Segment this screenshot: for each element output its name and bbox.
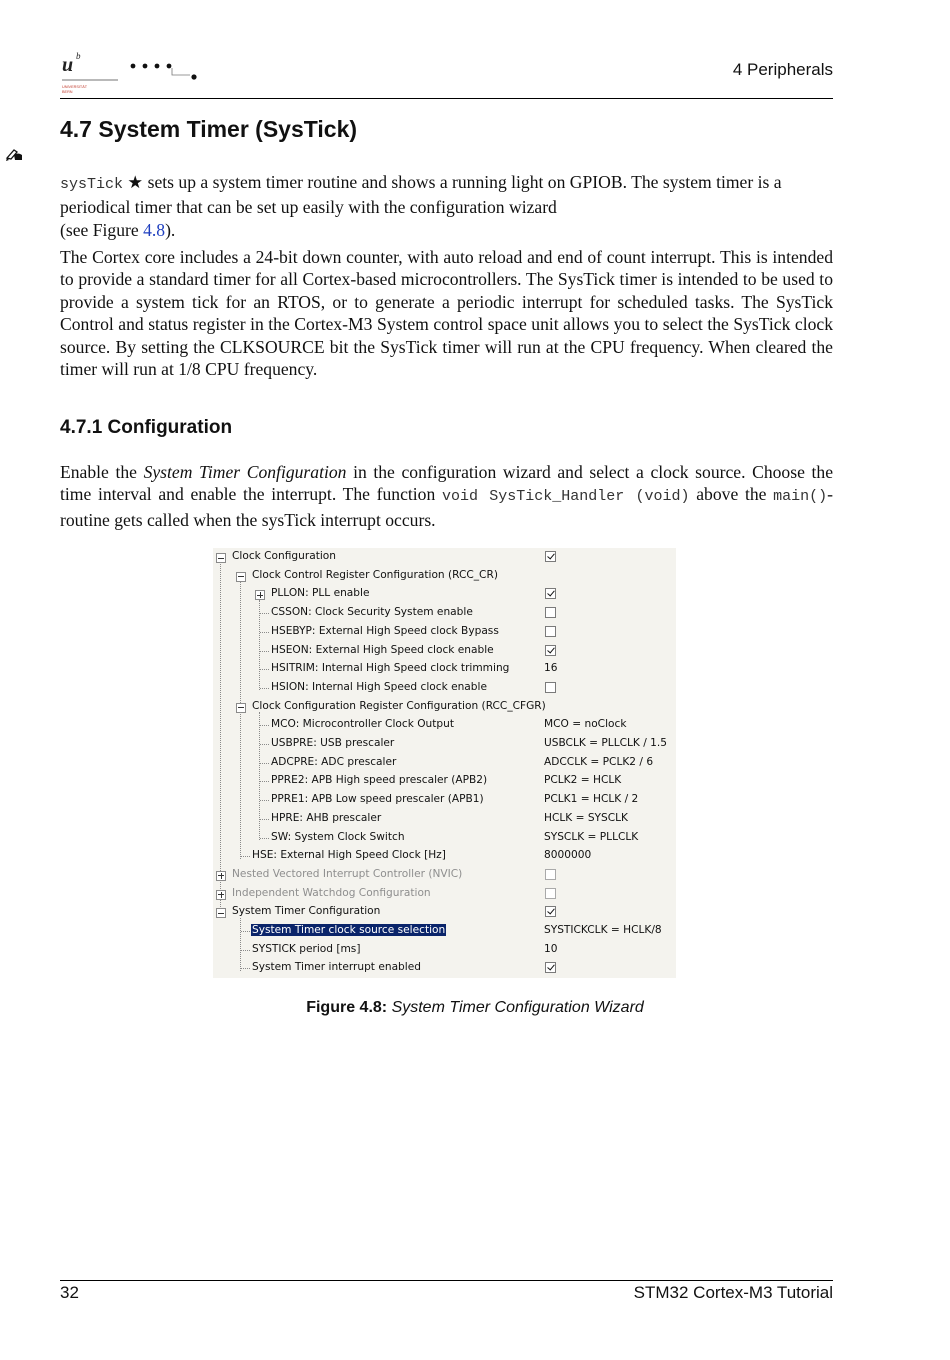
tree-row-hseon[interactable] bbox=[213, 642, 676, 661]
tree-label: System Timer interrupt enabled bbox=[252, 961, 421, 974]
caption-label: Figure 4.8: bbox=[306, 999, 388, 1016]
caption-text: System Timer Configuration Wizard bbox=[391, 999, 644, 1016]
config-text-2: in the configuration wizard and select a clock source. Choose the time interval and enable the interrupt. The function bbox=[60, 462, 833, 505]
tree-value[interactable]: PCLK2 = HCLK bbox=[544, 774, 622, 787]
section-title: 4.7 System Timer (SysTick) bbox=[60, 116, 358, 142]
configuration-wizard-panel bbox=[213, 548, 676, 978]
selected-tree-label: System Timer clock source selection bbox=[252, 924, 446, 936]
star-icon: ★ bbox=[127, 172, 144, 192]
tree-value[interactable]: USBCLK = PLLCLK / 1.5 bbox=[544, 737, 668, 749]
tree-row-clock-configuration[interactable] bbox=[213, 548, 676, 567]
tree-label: Clock Control Register Configuration (RCC_CR) bbox=[252, 568, 498, 581]
tree-label: SYSTICK period [ms] bbox=[252, 942, 361, 955]
tree-row-mco[interactable] bbox=[213, 716, 676, 735]
tree-row-watchdog[interactable] bbox=[213, 885, 676, 904]
intro-end-text: ). bbox=[165, 219, 176, 240]
tree-label: USBPRE: USB prescaler bbox=[271, 737, 395, 749]
tree-value[interactable]: SYSCLK = PLLCLK bbox=[544, 830, 639, 843]
expand-icon[interactable] bbox=[255, 590, 265, 600]
main-code: main() bbox=[773, 488, 828, 506]
tree-label: MCO: Microcontroller Clock Output bbox=[271, 718, 454, 731]
tree-value[interactable]: PCLK1 = HCLK / 2 bbox=[544, 793, 639, 806]
tree-label: HSITRIM: Internal High Speed clock trimming bbox=[271, 662, 510, 675]
tree-label: HSEBYP: External High Speed clock Bypass bbox=[271, 624, 499, 637]
document-title: STM32 Cortex-M3 Tutorial bbox=[633, 1283, 833, 1302]
figure-caption bbox=[0, 999, 950, 1017]
checkbox-unchecked[interactable] bbox=[545, 626, 556, 637]
checkbox-checked[interactable] bbox=[545, 588, 556, 599]
tree-row-ppre2[interactable] bbox=[213, 772, 676, 791]
tree-value[interactable]: 16 bbox=[544, 662, 558, 675]
tree-label: ADCPRE: ADC prescaler bbox=[271, 755, 397, 768]
expand-icon[interactable] bbox=[216, 890, 226, 900]
page-header bbox=[60, 46, 833, 99]
config-text-3: above the bbox=[689, 484, 774, 505]
collapse-icon[interactable] bbox=[236, 703, 246, 713]
intro-paragraph bbox=[60, 171, 833, 241]
tree-label: Clock Configuration bbox=[232, 550, 336, 562]
tree-label: SW: System Clock Switch bbox=[271, 830, 405, 843]
checkbox-checked[interactable] bbox=[545, 906, 556, 917]
svg-text:b: b bbox=[76, 51, 81, 61]
tree-row-hpre[interactable] bbox=[213, 810, 676, 829]
tree-label: PLLON: PLL enable bbox=[271, 587, 370, 600]
tree-row-systick-period[interactable] bbox=[213, 941, 676, 960]
tree-row-sw[interactable] bbox=[213, 829, 676, 848]
checkbox-checked[interactable] bbox=[545, 962, 556, 973]
checkbox-unchecked[interactable] bbox=[545, 888, 556, 899]
svg-text:u: u bbox=[62, 54, 74, 76]
svg-text:UNIVERSITÄT: UNIVERSITÄT bbox=[62, 85, 88, 89]
tree-label: Independent Watchdog Configuration bbox=[232, 886, 431, 899]
tree-label: PPRE1: APB Low speed prescaler (APB1) bbox=[271, 793, 484, 806]
tree-row-rcc-cfgr[interactable] bbox=[213, 698, 676, 717]
tree-label: HSION: Internal High Speed clock enable bbox=[271, 680, 487, 693]
tree-label: PPRE2: APB High speed prescaler (APB2) bbox=[271, 774, 488, 787]
collapse-icon[interactable] bbox=[216, 908, 226, 918]
tree-value[interactable]: ADCCLK = PCLK2 / 6 bbox=[544, 755, 654, 768]
tree-row-nvic[interactable] bbox=[213, 866, 676, 885]
cortex-paragraph: The Cortex core includes a 24-bit down counter, with auto reload and end of count interrupt. This is intended to provide a standard timer for all Cortex-based microcontrollers. The SysTick timer is intended to be used to provide a system tick for an RTOS, or to generate a periodic interrupt for scheduled tasks. The SysTick Control and status register in the Cortex-M3 System control space unit allows you to select the SysTick clock source. By setting the CLKSOURCE bit the SysTick timer will run at the CPU frequency. When cleared the timer will run at 1/8 CPU frequency. bbox=[60, 247, 833, 380]
checkbox-checked[interactable] bbox=[545, 551, 556, 562]
intro-see-text: (see Figure bbox=[60, 219, 144, 240]
tree-row-hsebyp[interactable] bbox=[213, 623, 676, 642]
checkbox-unchecked[interactable] bbox=[545, 869, 556, 880]
tree-row-csson[interactable] bbox=[213, 604, 676, 623]
checkbox-unchecked[interactable] bbox=[545, 607, 556, 618]
chapter-title: 4 Peripherals bbox=[732, 60, 833, 79]
subsection-title: 4.7.1 Configuration bbox=[60, 417, 233, 438]
collapse-icon[interactable] bbox=[216, 553, 226, 563]
config-italic-term: System Timer Configuration bbox=[143, 462, 347, 482]
tree-row-system-timer[interactable] bbox=[213, 903, 676, 922]
checkbox-checked[interactable] bbox=[545, 645, 556, 656]
systick-code: sysTick bbox=[60, 176, 124, 193]
tree-label: CSSON: Clock Security System enable bbox=[271, 606, 473, 619]
tree-row-hsion[interactable] bbox=[213, 679, 676, 698]
figure-ref-link[interactable]: 4.8 bbox=[143, 219, 166, 240]
tree-row-rcc-cr[interactable] bbox=[213, 567, 676, 586]
handler-code: void SysTick_Handler (void) bbox=[441, 488, 690, 506]
tree-row-hsitrim[interactable] bbox=[213, 660, 676, 679]
tree-label: Nested Vectored Interrupt Controller (NVIC) bbox=[232, 867, 463, 880]
svg-text:BERN: BERN bbox=[62, 90, 73, 94]
intro-text: sets up a system timer routine and shows a running light on GPIOB. The system timer is a periodical timer that can be set up easily with the configuration wizard bbox=[60, 172, 782, 218]
config-paragraph bbox=[60, 461, 833, 531]
expand-icon[interactable] bbox=[216, 871, 226, 881]
collapse-icon[interactable] bbox=[236, 572, 246, 582]
tree-label: HSEON: External High Speed clock enable bbox=[271, 643, 494, 656]
tree-row-interrupt-enabled[interactable] bbox=[213, 959, 676, 978]
tree-label: HSE: External High Speed Clock [Hz] bbox=[252, 849, 446, 862]
tree-label: Clock Configuration Register Configuration (RCC_CFGR) bbox=[252, 699, 546, 712]
tree-row-ppre1[interactable] bbox=[213, 791, 676, 810]
writing-hand-icon bbox=[5, 146, 25, 162]
tree-row-clock-source[interactable] bbox=[213, 922, 676, 941]
university-logo bbox=[60, 46, 210, 96]
tree-value[interactable]: HCLK = SYSCLK bbox=[544, 811, 628, 824]
tree-row-usbpre[interactable] bbox=[213, 735, 676, 754]
tree-row-hse[interactable] bbox=[213, 847, 676, 866]
tree-value[interactable]: MCO = noClock bbox=[544, 718, 627, 731]
page-number: 32 bbox=[60, 1283, 79, 1302]
tree-label: System Timer Configuration bbox=[232, 905, 381, 918]
tree-row-adcpre[interactable] bbox=[213, 754, 676, 773]
tree-row-pllon[interactable] bbox=[213, 585, 676, 604]
tree-value[interactable]: 10 bbox=[544, 942, 558, 955]
checkbox-unchecked[interactable] bbox=[545, 682, 556, 693]
page-footer bbox=[60, 1280, 833, 1302]
tree-label: HPRE: AHB prescaler bbox=[271, 811, 382, 824]
config-text-1: Enable the bbox=[60, 462, 144, 482]
tree-value[interactable]: SYSTICKCLK = HCLK/8 bbox=[544, 924, 662, 936]
config-text-4: -routine gets called when the sysTick interrupt occurs. bbox=[60, 484, 833, 530]
tree-value[interactable]: 8000000 bbox=[544, 849, 592, 862]
